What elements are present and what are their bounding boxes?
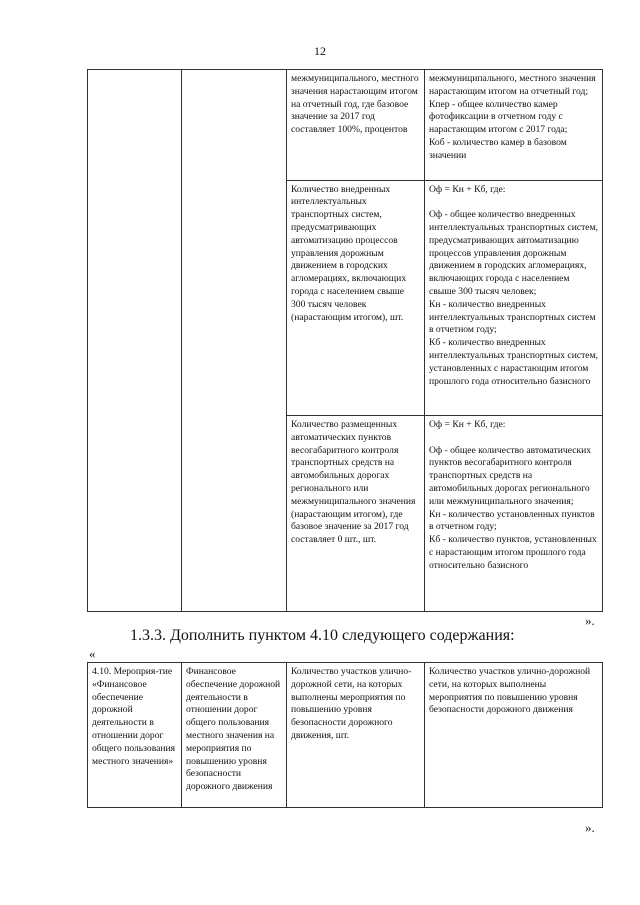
formula-line: межмуниципального, местного значения нарастающим итогом на отчетный год; (429, 73, 596, 97)
formula-text: Количество участков улично-дорожной сети, на которых выполнены мероприятия по повышению уровня безопасности дорожного движения (429, 666, 591, 716)
formula-line: Кпер - общее количество камер фотофиксации в отчетном году с нарастающим итогом с 2017 года; (429, 98, 568, 136)
formula-line: Коб - количество камер в базовом значении (429, 136, 567, 161)
name-cell (182, 663, 287, 808)
indicator-cell (287, 70, 425, 181)
empty-cell-name (182, 70, 287, 612)
indicator-cell (287, 416, 425, 612)
indicator-cell (287, 180, 425, 415)
indicator-text: Количество внедренных интеллектуальных транспортных систем, предусматривающих автоматизацию процессов управления дорожным движением в городских агломерациях, включающих города с населением свыше 300 тысяч человек (нарастающим итогом), шт. (291, 183, 407, 323)
closing-quote: ». (585, 820, 595, 835)
item-cell (88, 663, 182, 808)
closing-quote: ». (585, 613, 595, 628)
formula-line: Оф = Кн + Кб, где: (429, 419, 506, 431)
item-text: 4.10. Мероприя-тие «Финансовое обеспечение дорожной деятельности в отношении дорог общего пользования местного значения» (92, 666, 176, 767)
formula-cell (425, 416, 603, 612)
formula-line: Оф = Кн + Кб, где: (429, 183, 506, 195)
indicator-text: межмуниципального, местного значения нарастающим итогом на отчетный год, где базовое значение за 2017 год составляет 100%, процентов (291, 73, 419, 136)
indicator-cell (287, 663, 425, 808)
indicator-text: Количество участков улично-дорожной сети, на которых выполнены мероприятия по повышению уровня безопасности дорожного движения, шт. (291, 666, 412, 741)
formula-cell (425, 180, 603, 415)
formula-line: Кб - количество внедренных интеллектуальных транспортных систем, установленных с нарастающим итогом прошлого года относительно базисного (429, 337, 599, 387)
table-row (88, 663, 603, 808)
table-row (88, 70, 603, 181)
measure-table (87, 662, 603, 808)
page-number: 12 (314, 44, 326, 58)
formula-cell (425, 70, 603, 181)
formula-cell (425, 663, 603, 808)
indicator-text: Количество размещенных автоматических пунктов весогабаритного контроля транспортных средств на автомобильных дорогах регионального или межмуниципального значения (нарастающим итогом), где базовое значение за 2017 год составляет 0 шт., шт. (291, 419, 416, 546)
formula-line: Кн - количество установленных пунктов в отчетном году; (429, 508, 595, 533)
formula-line: Оф - общее количество автоматических пунктов весогабаритного контроля транспортных средств на автомобильных дорогах регионального или межмуниципального значения; (429, 444, 592, 507)
name-text: Финансовое обеспечение дорожной деятельности в отношении дорог общего пользования местного значения на мероприятия по повышению уровня безопасности дорожного движения (186, 666, 281, 793)
opening-quote: « (89, 646, 96, 661)
empty-cell-item (88, 70, 182, 612)
indicators-table (87, 69, 603, 612)
formula-line: Кн - количество внедренных интеллектуальных транспортных систем в отчетном году; (429, 298, 596, 336)
section-heading: 1.3.3. Дополнить пунктом 4.10 следующего содержания: (130, 627, 515, 644)
formula-line: Кб - количество пунктов, установленных с нарастающим итогом прошлого года относительно базисного (429, 534, 597, 571)
formula-line: Оф - общее количество внедренных интеллектуальных транспортных систем, предусматривающих автоматизацию процессов управления дорожным движением в городских агломерациях, включающих города с населением свыше 300 тысяч человек; (429, 209, 599, 297)
